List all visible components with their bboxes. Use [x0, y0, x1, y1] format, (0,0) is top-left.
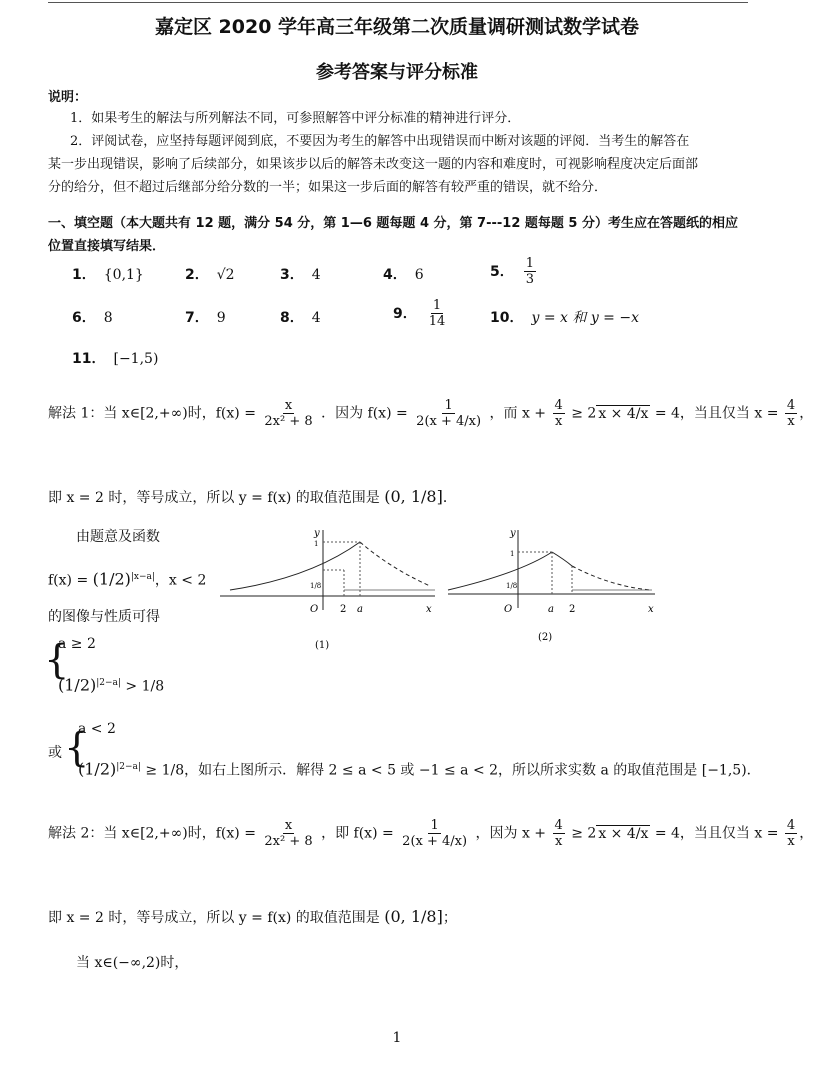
g2-tick-2: 2 — [569, 604, 576, 615]
g1-origin: O — [310, 604, 319, 615]
answer-11: 11． [−1,5) — [72, 351, 159, 367]
sol2-line-3: 当 x∈(−∞,2)时， — [76, 955, 189, 971]
answer-5: 5． $\frac{1}{3}$ — [490, 256, 535, 287]
sol2-line-2: 即 x = 2 时，等号成立，所以 y = f(x) 的取值范围是 (0, 1/8]； — [48, 907, 457, 926]
note-line-2: 2．评阅试卷，应坚持每题评阅到底，不要因为考生的解答中出现错误而中断对该题的评阅．当考生的解答在 — [70, 134, 690, 149]
function-graphs — [220, 528, 660, 656]
sol2-line-1: 解法 2：当 x∈[2,+∞)时，f(x) = $\frac{x}{\text{2x² + 8}}$ ，即 f(x) = $\frac{1}{2(x + 4/x)}$ ，因为 x + $\frac{4}{x}$ ≥ 2 x × 4/x = 4，当且仅当 x = $\frac{4}{x}$ ， — [48, 818, 813, 849]
answer-6: 6． 8 — [72, 310, 113, 326]
sol1-line-2: 即 x = 2 时，等号成立，所以 y = f(x) 的取值范围是 (0, 1/8]． — [48, 487, 457, 506]
g2-caption: (2) — [538, 632, 553, 643]
cond-or: 或 — [48, 745, 62, 761]
cond-intro: 由题意及函数 — [76, 529, 160, 545]
g2-ylabel-2: 1/8 — [506, 582, 518, 590]
g1-tick-1: 2 — [340, 604, 347, 615]
note-line-4: 分的给分，但不超过后继部分给分数的一半；如果这一步后面的解答有较严重的错误，就不给分． — [48, 180, 608, 195]
note-line-3: 某一步出现错误，影响了后续部分，如果该步以后的解答未改变这一题的内容和难度时，可视影响程度决定后面部 — [48, 157, 699, 172]
brace-2: { — [64, 725, 90, 771]
cond-a-ge-2: a ≥ 2 — [58, 636, 96, 652]
g2-axis-y: y — [510, 528, 516, 539]
answer-7: 7． 9 — [185, 310, 226, 326]
g2-origin: O — [504, 604, 513, 615]
page-title: 嘉定区 2020 学年高三年级第二次质量调研测试数学试卷 — [154, 16, 640, 38]
g1-ylabel-1: 1 — [314, 540, 319, 548]
g1-axis-x: x — [426, 604, 432, 615]
cond-ineq-2: $(1/2)^{|2-a|} \ge 1/8$，如右上图所示．解得 2 ≤ a < 5 或 −1 ≤ a < 2，所以所求实数 a 的取值范围是 [−1,5)． — [78, 759, 761, 779]
g2-tick-1: a — [548, 604, 554, 615]
g1-caption: (1) — [315, 640, 330, 651]
brace-1: { — [44, 637, 70, 683]
section-heading: 一、填空题（本大题共有 12 题，满分 54 分，第 1—6 题每题 4 分，第 7---12 题每题 5 分）考生应在答题纸的相应 — [48, 216, 738, 231]
g2-axis-x: x — [648, 604, 654, 615]
answer-3: 3． 4 — [280, 267, 321, 283]
cond-property: 的图像与性质可得 — [48, 609, 160, 625]
g1-tick-2: a — [357, 604, 363, 615]
graph-2 — [448, 528, 655, 643]
section-heading-2: 位置直接填写结果． — [48, 239, 166, 254]
answer-8: 8． 4 — [280, 310, 321, 326]
notes-label: 说明： — [48, 90, 88, 105]
cond-ineq-1: $(1/2)^{|2-a|} > 1/8$ — [58, 675, 165, 695]
g1-ylabel-2: 1/8 — [310, 582, 322, 590]
answer-9: 9． $\frac{1}{14}$ — [393, 298, 446, 329]
page-number: 1 — [392, 1030, 402, 1046]
sol1-line-1: 解法 1：当 x∈[2,+∞)时，f(x) = $\frac{x}{\text{2x² + 8}}$ ．因为 f(x) = $\frac{1}{2(x + 4/x)}$ ，而 x + $\frac{4}{x}$ ≥ 2 x × 4/x = 4，当且仅当 x = $\frac{4}{x}$ ， — [48, 398, 813, 429]
graph-1 — [220, 528, 435, 651]
answer-2: 2． √2 — [185, 267, 235, 283]
page-subtitle: 参考答案与评分标准 — [316, 62, 478, 83]
answer-10: 10． y = x 和 y = −x — [490, 310, 639, 326]
cond-function: $f(x) = (1/2)^{|x-a|}$，x < 2 — [48, 569, 207, 589]
answer-1: 1． {0,1} — [72, 267, 144, 283]
top-rule — [48, 2, 748, 3]
g1-axis-y: y — [314, 528, 320, 539]
g2-ylabel-1: 1 — [510, 550, 515, 558]
cond-a-lt-2: a < 2 — [78, 721, 116, 737]
answer-4: 4． 6 — [383, 267, 424, 283]
note-line-1: 1．如果考生的解法与所列解法不同，可参照解答中评分标准的精神进行评分． — [70, 111, 521, 126]
